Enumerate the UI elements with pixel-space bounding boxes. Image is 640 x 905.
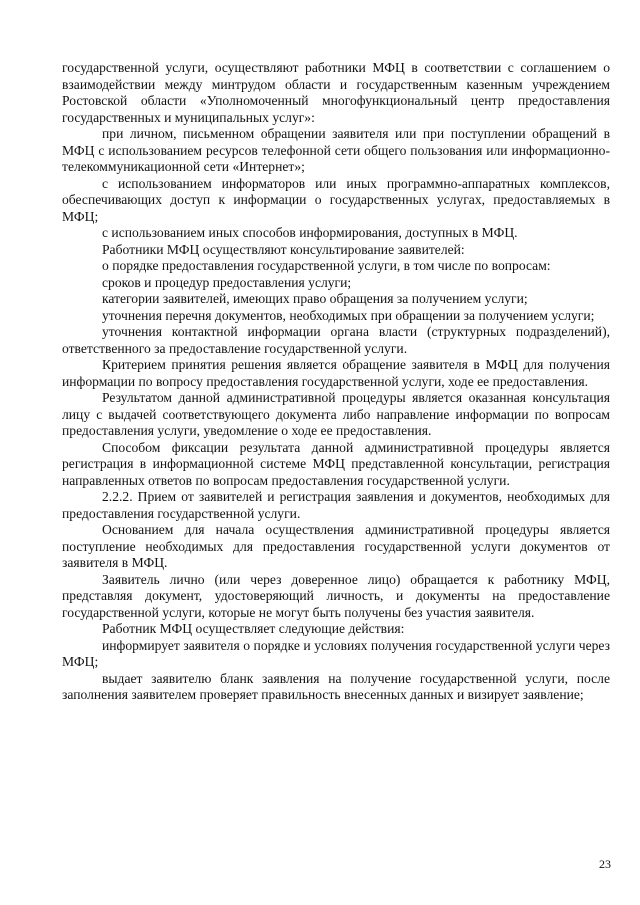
paragraph: государственной услуги, осуществляют работники МФЦ в соответствии с соглашением о взаимодействии между минтрудом области и государственным казенным учреждением Ростовской области «Уполномоченный многофункциональный центр предоставления государственных и муниципальных услуг»: (62, 60, 610, 125)
paragraph: выдает заявителю бланк заявления на получение государственной услуги, после заполнения заявителем проверяет правильность внесенных данных и визирует заявление; (62, 670, 610, 702)
paragraph: 2.2.2. Прием от заявителей и регистрация заявления и документов, необходимых для предоставления государственной услуги. (62, 489, 610, 521)
paragraph: Работник МФЦ осуществляет следующие действия: (102, 621, 405, 636)
paragraph: Работники МФЦ осуществляют консультирование заявителей: (102, 241, 465, 257)
paragraph: о порядке предоставления государственной услуги, в том числе по вопросам: (102, 258, 551, 273)
paragraph: с использованием иных способов информирования, доступных в МФЦ. (102, 225, 518, 240)
paragraph: Заявитель лично (или через доверенное лицо) обращается к работнику МФЦ, представляя документ, удостоверяющий личность, и документы на предоставление государственной услуги, которые не могут быть получены без участия заявителя. (62, 571, 610, 620)
paragraph: Результатом данной административной процедуры является оказанная консультация лицу с выдачей соответствующего документа либо направление информации по вопросам предоставления услуги, уведомление о ходе ее предоставления. (62, 390, 610, 438)
paragraph: с использованием информаторов или иных программно-аппаратных комплексов, обеспечивающих доступ к информации о государственных услугах, предоставляемых в МФЦ; (62, 175, 610, 224)
paragraph: уточнения перечня документов, необходимых при обращении за получением услуги; (102, 307, 595, 323)
paragraph: Критерием принятия решения является обращение заявителя в МФЦ для получения информации по вопросу предоставления государственной услуги, ходе ее предоставления. (62, 357, 610, 389)
paragraph: при личном, письменном обращении заявителя или при поступлении обращений в МФЦ с использованием ресурсов телефонной сети общего пользования или информационно-телекоммуникационной сети «Интернет»; (62, 126, 610, 174)
paragraph: Основанием для начала осуществления административной процедуры является поступление необходимых для предоставления государственной услуги документов от заявителя в МФЦ. (62, 522, 610, 570)
document-body (62, 60, 610, 704)
paragraph: сроков и процедур предоставления услуги; (102, 274, 352, 290)
paragraph: информирует заявителя о порядке и условиях получения государственной услуги через МФЦ; (62, 637, 610, 669)
paragraph: категории заявителей, имеющих право обращения за получением услуги; (102, 291, 528, 306)
paragraph: уточнения контактной информации органа власти (структурных подразделений), ответственного за предоставление государственной услуги. (62, 324, 610, 356)
page-number: 23 (599, 857, 611, 871)
paragraph: Способом фиксации результата данной административной процедуры является регистрация в информационной системе МФЦ представленной консультации, регистрация направленных ответов по вопросам предоставления государственной услуги. (62, 439, 610, 488)
